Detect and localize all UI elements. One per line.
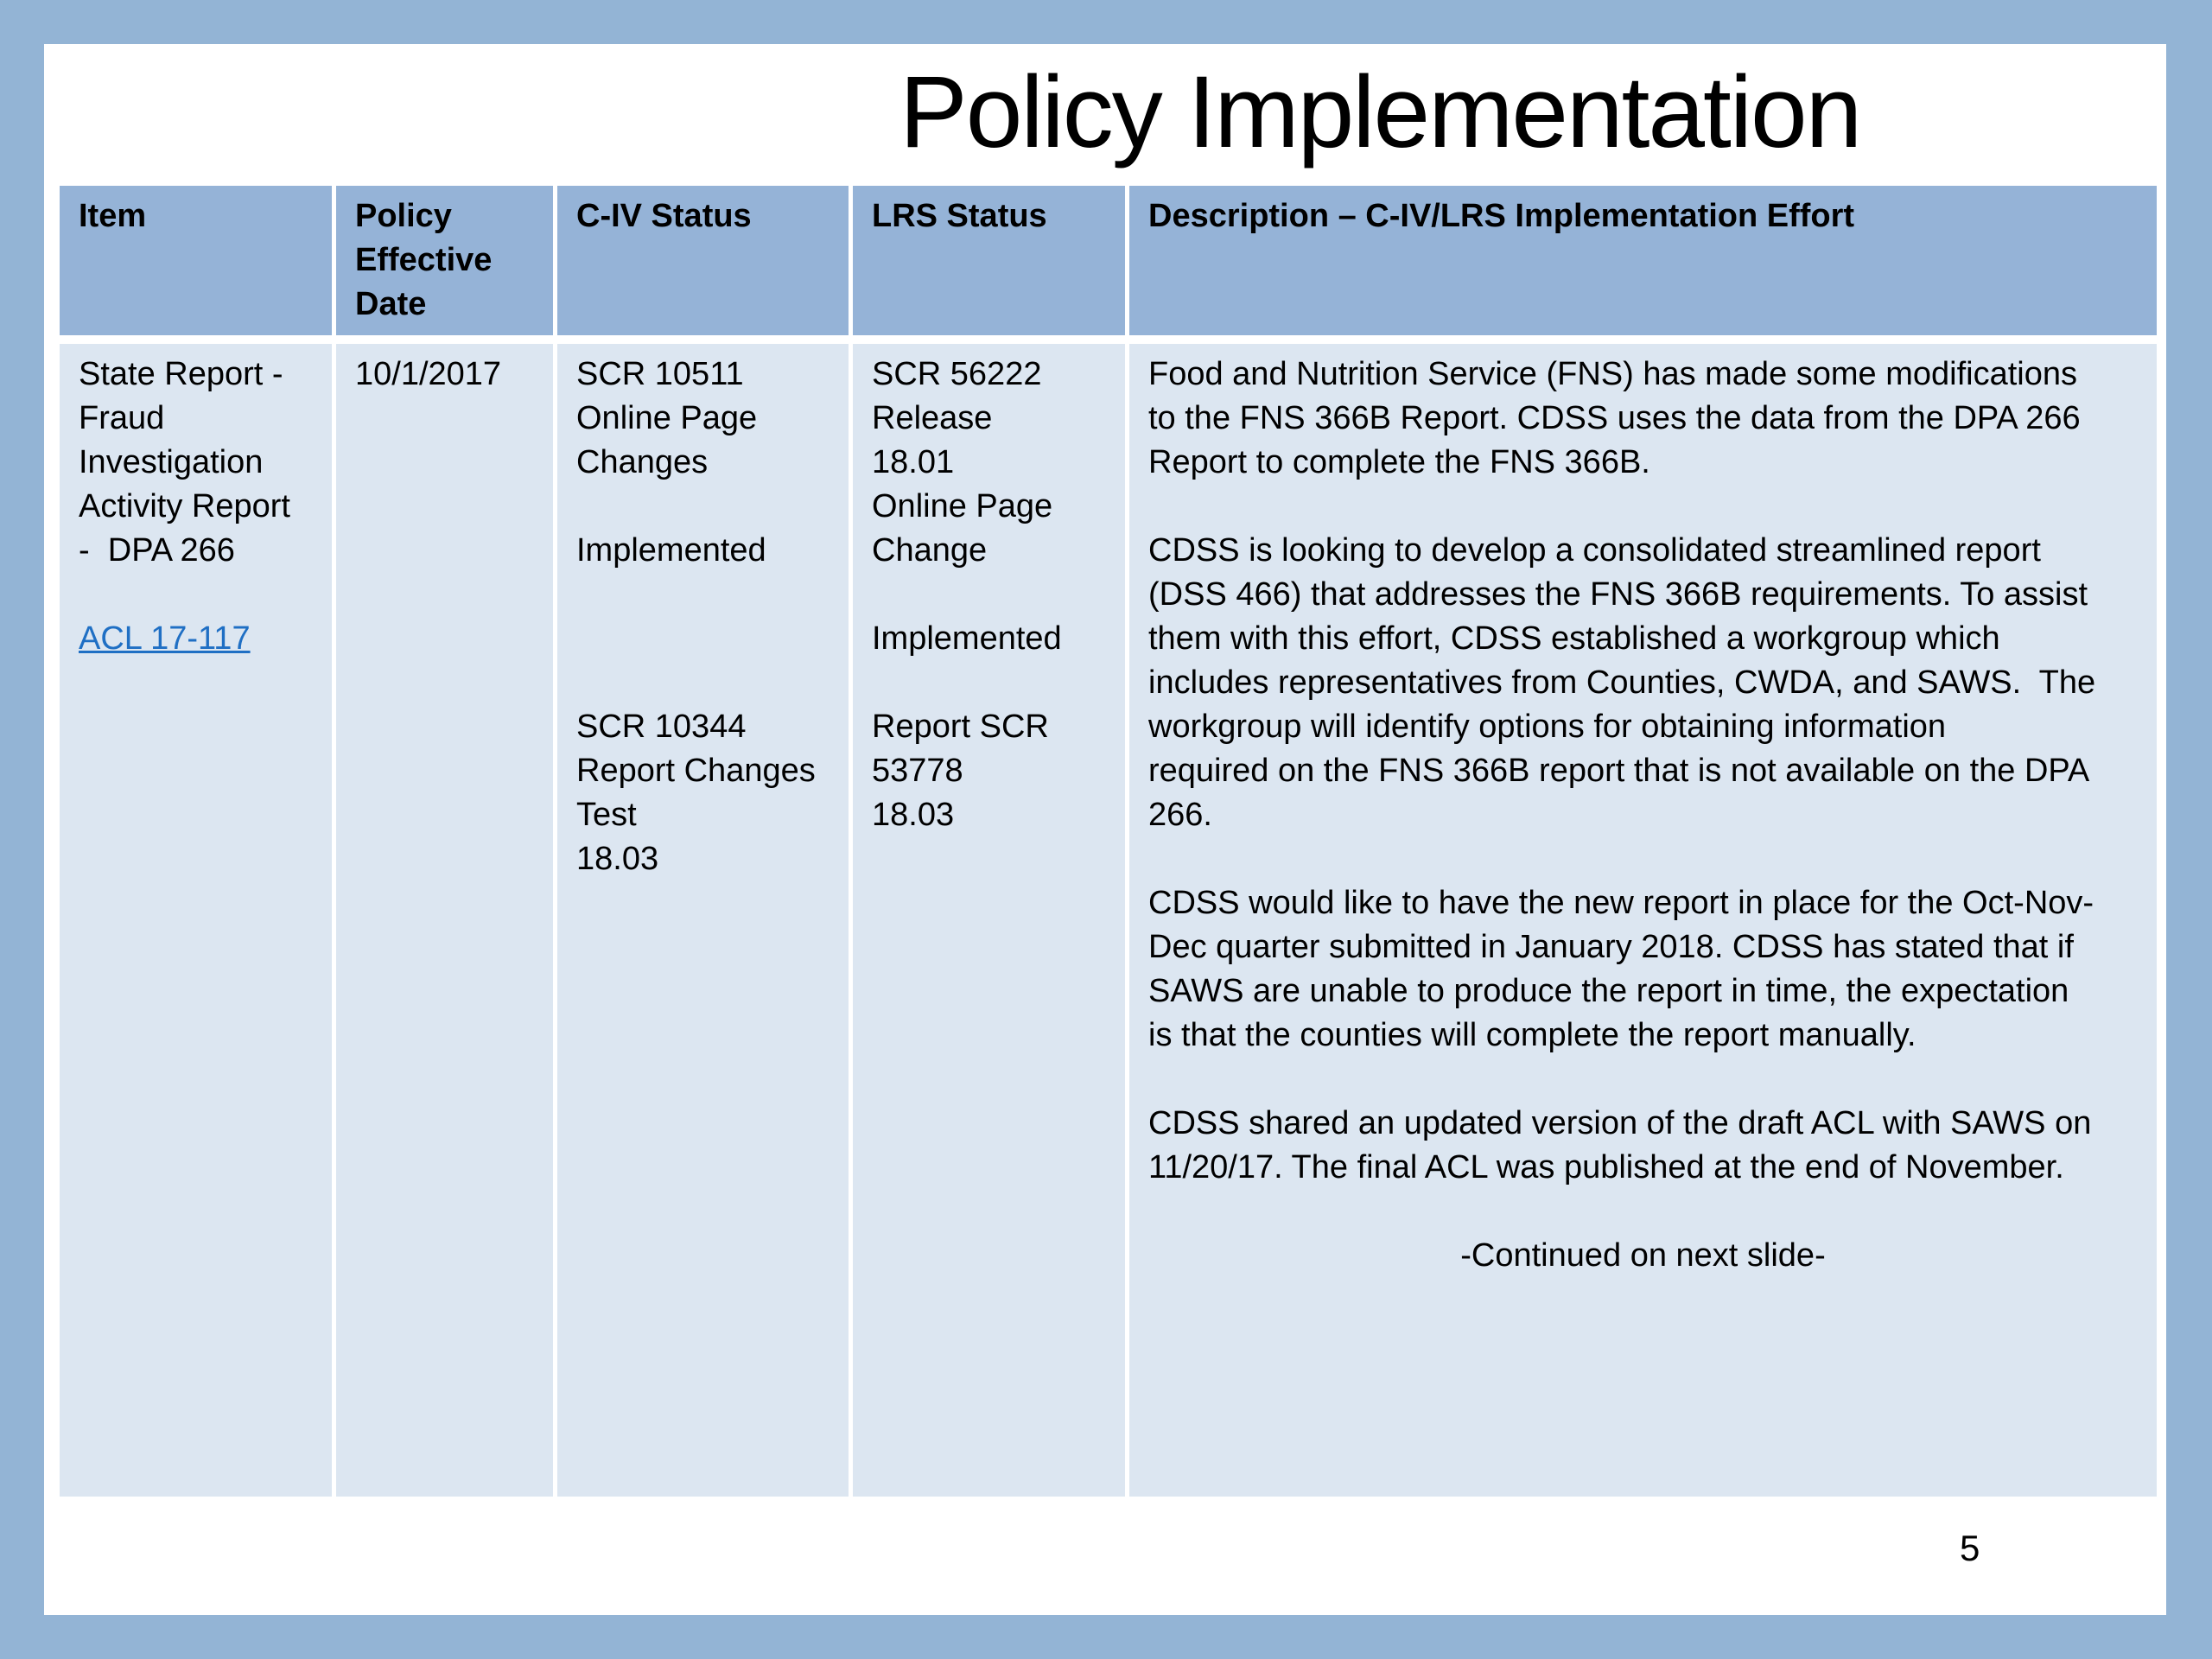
policy-table <box>55 181 2161 1501</box>
lrs-status-state: Implemented <box>872 620 1062 657</box>
table-row <box>58 340 2159 1499</box>
slide <box>44 44 2166 1615</box>
header-description: Description – C-IV/LRS Implementation Effort <box>1128 184 2159 340</box>
cell-policy-effective-date: 10/1/2017 <box>334 340 556 1499</box>
header-lrs-status: LRS Status <box>851 184 1128 340</box>
cell-lrs-status: SCR 56222 Release 18.01 Online Page Change Implemented Report SCR 53778 18.03 <box>851 340 1128 1499</box>
description-paragraph-1: Food and Nutrition Service (FNS) has made some modifications to the FNS 366B Report. CDSS uses the data from the DPA 266 Report to complete the FNS 366B. <box>1148 356 2081 480</box>
page-number: 5 <box>1960 1528 1980 1568</box>
continued-note: -Continued on next slide- <box>1460 1237 1826 1274</box>
description-paragraph-2: CDSS is looking to develop a consolidated streamlined report (DSS 466) that addresses the FNS 366B requirements. To assist them with this effort, CDSS established a workgroup which includes representatives from Counties, CWDA, and SAWS. The workgroup will identify options for obtaining information required on the FNS 366B report that is not available on the DPA 266. <box>1148 532 2096 833</box>
cell-description <box>1128 340 2159 1499</box>
description-paragraph-4: CDSS shared an updated version of the draft ACL with SAWS on 11/20/17. The final ACL was published at the end of November. <box>1148 1105 2092 1185</box>
description-paragraph-3: CDSS would like to have the new report in place for the Oct-Nov- Dec quarter submitted in January 2018. CDSS has stated that if SAWS are unable to produce the report in time, the expectation is that the counties will complete the report manually. <box>1148 885 2094 1053</box>
header-policy-effective-date: Policy Effective Date <box>334 184 556 340</box>
slide-title: Policy Implementation <box>899 55 1861 169</box>
cell-civ-status: SCR 10511 Online Page Changes Implemented SCR 10344 Report Changes Test 18.03 <box>556 340 851 1499</box>
table-header-row <box>58 184 2159 340</box>
header-civ-status: C-IV Status <box>556 184 851 340</box>
acl-17-117-link[interactable]: ACL 17-117 <box>79 620 251 657</box>
header-item: Item <box>58 184 334 340</box>
cell-item: State Report - Fraud Investigation Activity Report - DPA 266 ACL 17-117 <box>58 340 334 1499</box>
civ-status-state: Implemented <box>576 532 766 569</box>
